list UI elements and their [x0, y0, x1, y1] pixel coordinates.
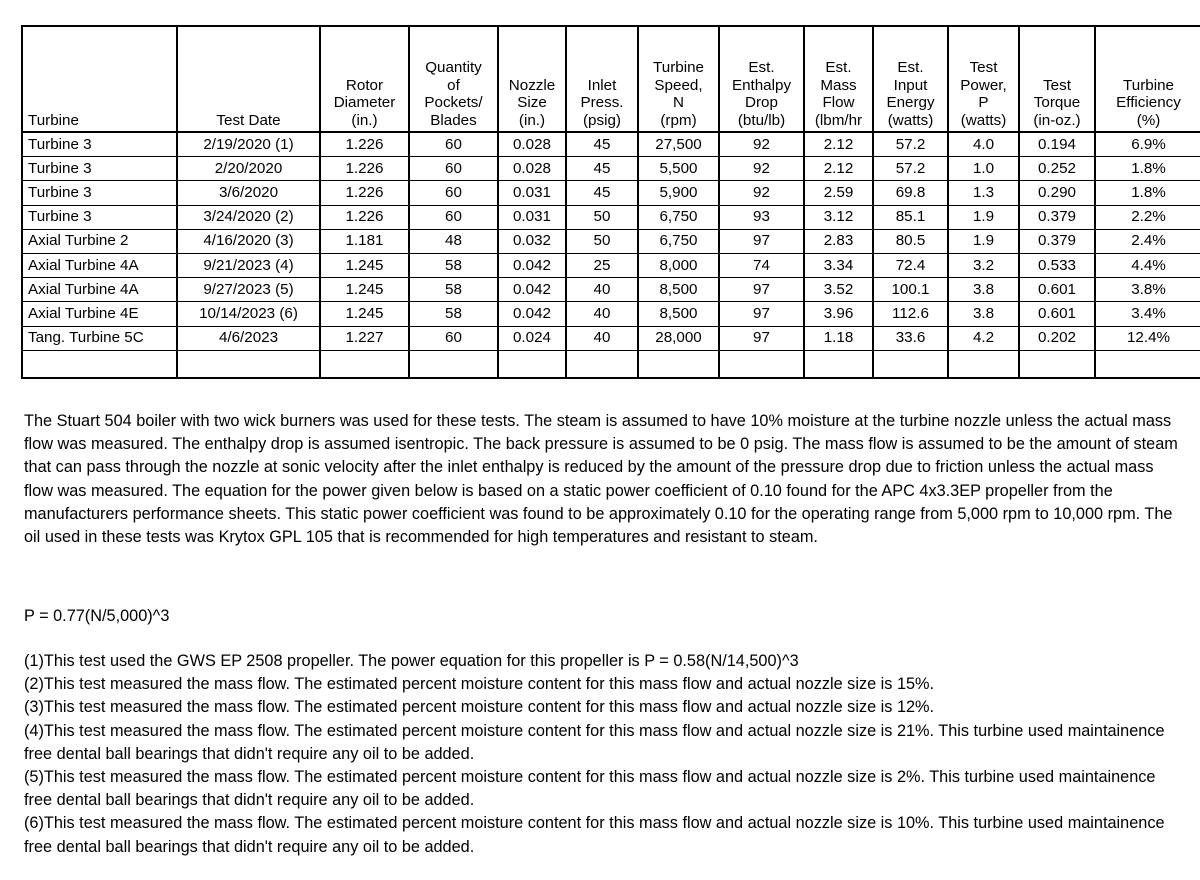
cell-enthalpy: 92 — [719, 157, 804, 181]
cell-rotor_dia — [320, 350, 409, 378]
cell-speed: 8,000 — [638, 253, 719, 277]
cell-turbine: Axial Turbine 4A — [22, 253, 177, 277]
cell-enthalpy: 92 — [719, 132, 804, 157]
column-header-line: Test Date — [216, 112, 281, 130]
cell-enthalpy: 97 — [719, 278, 804, 302]
footnote-2: (2)This test measured the mass flow. The estimated percent moisture content for this mass flow and actual nozzle size is 15%. — [24, 675, 935, 694]
cell-nozzle: 0.028 — [498, 132, 566, 157]
column-header-line: Turbine — [1123, 76, 1174, 94]
cell-inlet: 40 — [566, 278, 638, 302]
table-row — [22, 205, 1200, 229]
column-header-line: Efficiency — [1116, 94, 1181, 112]
cell-nozzle: 0.042 — [498, 253, 566, 277]
cell-efficiency: 2.2% — [1095, 205, 1200, 229]
cell-inlet: 40 — [566, 302, 638, 326]
cell-enthalpy: 97 — [719, 229, 804, 253]
column-header-line: Rotor — [345, 76, 384, 94]
cell-input: 69.8 — [873, 181, 948, 205]
cell-inlet: 40 — [566, 326, 638, 350]
cell-power: 4.0 — [948, 132, 1019, 157]
column-header-line: (watts) — [887, 112, 934, 130]
column-header-line: (%) — [1136, 112, 1161, 130]
column-header-line: Power, — [960, 76, 1007, 94]
power-equation: P = 0.77(N/5,000)^3 — [24, 607, 170, 625]
column-header-efficiency — [1095, 26, 1200, 132]
cell-inlet — [566, 350, 638, 378]
table-header — [22, 26, 1200, 132]
column-header-line: Test — [969, 58, 998, 76]
cell-nozzle: 0.032 — [498, 229, 566, 253]
cell-torque: 0.252 — [1019, 157, 1095, 181]
cell-speed: 27,500 — [638, 132, 719, 157]
cell-pockets: 60 — [409, 157, 498, 181]
column-header-line: P — [978, 94, 989, 112]
cell-massflow: 3.34 — [804, 253, 873, 277]
cell-torque: 0.601 — [1019, 302, 1095, 326]
cell-efficiency: 6.9% — [1095, 132, 1200, 157]
cell-torque: 0.379 — [1019, 205, 1095, 229]
cell-input — [873, 350, 948, 378]
cell-power: 1.9 — [948, 229, 1019, 253]
cell-rotor_dia: 1.181 — [320, 229, 409, 253]
table-blank-row — [22, 350, 1200, 378]
column-header-pockets — [409, 26, 498, 132]
notes-paragraph: The Stuart 504 boiler with two wick burners was used for these tests. The steam is assumed to have 10% moisture at the turbine nozzle unless the actual mass flow was measured. The enthalpy drop is assumed isentropic. The back pressure is assumed to be 0 psig. The mass flow is assumed to be the amount of steam that can pass through the nozzle at sonic velocity after the inlet enthalpy is reduced by the amount of the pressure drop due to friction unless the actual mass flow was measured. The equation for the power given below is based on a static power coefficient of 0.10 found for the APC 4x3.3EP propeller from the manufacturers performance sheets. This static power coefficient was found to be approximately 0.10 for the operating range from 5,000 rpm to 10,000 rpm. The oil used in these tests was Krytox GPL 105 that is recommended for high temperatures and resistant to steam. — [24, 412, 1178, 547]
cell-massflow: 2.83 — [804, 229, 873, 253]
cell-speed — [638, 350, 719, 378]
column-header-line: Input — [893, 76, 928, 94]
column-header-line: Turbine — [653, 58, 704, 76]
cell-speed: 5,500 — [638, 157, 719, 181]
cell-turbine: Axial Turbine 2 — [22, 229, 177, 253]
cell-inlet: 50 — [566, 205, 638, 229]
cell-nozzle: 0.031 — [498, 181, 566, 205]
column-header-line: Turbine — [28, 112, 79, 130]
cell-input: 57.2 — [873, 157, 948, 181]
turbine-test-results-table — [21, 25, 1200, 379]
cell-speed: 28,000 — [638, 326, 719, 350]
column-header-line: Test — [1043, 76, 1071, 94]
column-header-rotor_dia — [320, 26, 409, 132]
cell-turbine: Turbine 3 — [22, 205, 177, 229]
column-header-line: (btu/lb) — [737, 112, 786, 130]
table-row — [22, 229, 1200, 253]
cell-massflow: 3.12 — [804, 205, 873, 229]
cell-rotor_dia: 1.245 — [320, 278, 409, 302]
column-header-test_date — [177, 26, 320, 132]
column-header-turbine — [22, 26, 177, 132]
footnote-3: (3)This test measured the mass flow. The estimated percent moisture content for this mass flow and actual nozzle size is 12%. — [24, 698, 935, 717]
column-header-line: Est. — [748, 58, 775, 76]
cell-efficiency: 1.8% — [1095, 157, 1200, 181]
cell-torque: 0.202 — [1019, 326, 1095, 350]
turbine-test-results-table-container — [21, 25, 1179, 379]
cell-rotor_dia: 1.226 — [320, 205, 409, 229]
column-header-line: Pockets/ — [424, 94, 483, 112]
cell-inlet: 45 — [566, 181, 638, 205]
column-header-line: Torque — [1033, 94, 1081, 112]
cell-turbine: Turbine 3 — [22, 181, 177, 205]
cell-rotor_dia: 1.226 — [320, 132, 409, 157]
cell-rotor_dia: 1.226 — [320, 157, 409, 181]
column-header-line: Mass — [820, 76, 857, 94]
cell-turbine: Axial Turbine 4A — [22, 278, 177, 302]
cell-test_date — [177, 350, 320, 378]
cell-pockets: 58 — [409, 253, 498, 277]
cell-input: 80.5 — [873, 229, 948, 253]
cell-efficiency: 3.8% — [1095, 278, 1200, 302]
cell-pockets: 58 — [409, 302, 498, 326]
column-header-line: Press. — [580, 94, 624, 112]
cell-enthalpy — [719, 350, 804, 378]
column-header-torque — [1019, 26, 1095, 132]
cell-enthalpy: 97 — [719, 326, 804, 350]
cell-power: 3.2 — [948, 253, 1019, 277]
column-header-line: (rpm) — [660, 112, 697, 130]
cell-power: 3.8 — [948, 278, 1019, 302]
cell-turbine: Turbine 3 — [22, 157, 177, 181]
column-header-massflow — [804, 26, 873, 132]
column-header-line: (psig) — [583, 112, 621, 130]
cell-turbine: Turbine 3 — [22, 132, 177, 157]
cell-speed: 8,500 — [638, 278, 719, 302]
table-row — [22, 181, 1200, 205]
table-row — [22, 157, 1200, 181]
cell-torque: 0.601 — [1019, 278, 1095, 302]
cell-inlet: 25 — [566, 253, 638, 277]
cell-inlet: 50 — [566, 229, 638, 253]
column-header-line: Est. — [897, 58, 924, 76]
cell-efficiency: 4.4% — [1095, 253, 1200, 277]
column-header-line: Speed, — [654, 76, 703, 94]
cell-massflow: 3.96 — [804, 302, 873, 326]
footnote-4: (4)This test measured the mass flow. The estimated percent moisture content for this mass flow and actual nozzle size is 21%. This turbine used maintainence free dental ball bearings that didn't require any oil to be added. — [24, 721, 1165, 763]
column-header-line: Diameter — [333, 94, 396, 112]
footnote-1: (1)This test used the GWS EP 2508 propeller. The power equation for this propeller is P = 0.58(N/14,500)^3 — [24, 652, 799, 670]
cell-test_date: 2/20/2020 — [177, 157, 320, 181]
table-row — [22, 253, 1200, 277]
table-row — [22, 326, 1200, 350]
cell-enthalpy: 93 — [719, 205, 804, 229]
column-header-line: Quantity — [425, 58, 482, 76]
cell-efficiency: 12.4% — [1095, 326, 1200, 350]
footnote-5: (5)This test measured the mass flow. The estimated percent moisture content for this mass flow and actual nozzle size is 2%. This turbine used maintainence free dental ball bearings that didn't require any oil to be added. — [24, 768, 1156, 810]
cell-rotor_dia: 1.226 — [320, 181, 409, 205]
column-header-line: (in.) — [518, 112, 546, 130]
cell-massflow: 2.59 — [804, 181, 873, 205]
cell-efficiency: 3.4% — [1095, 302, 1200, 326]
cell-nozzle: 0.024 — [498, 326, 566, 350]
cell-pockets: 60 — [409, 132, 498, 157]
column-header-line: (watts) — [960, 112, 1007, 130]
cell-speed: 8,500 — [638, 302, 719, 326]
cell-input: 33.6 — [873, 326, 948, 350]
cell-power: 3.8 — [948, 302, 1019, 326]
cell-pockets: 60 — [409, 181, 498, 205]
cell-torque: 0.379 — [1019, 229, 1095, 253]
cell-pockets: 60 — [409, 326, 498, 350]
table-header-row — [22, 26, 1200, 132]
cell-enthalpy: 97 — [719, 302, 804, 326]
cell-rotor_dia: 1.245 — [320, 253, 409, 277]
column-header-line: (lbm/hr — [814, 112, 863, 130]
cell-input: 85.1 — [873, 205, 948, 229]
cell-power: 1.9 — [948, 205, 1019, 229]
cell-massflow: 2.12 — [804, 157, 873, 181]
footnote-6: (6)This test measured the mass flow. The estimated percent moisture content for this mass flow and actual nozzle size is 10%. This turbine used maintainence free dental ball bearings that didn't require any oil to be added. — [24, 814, 1165, 856]
cell-speed: 6,750 — [638, 205, 719, 229]
cell-nozzle: 0.028 — [498, 157, 566, 181]
column-header-line: Enthalpy — [731, 76, 792, 94]
table-body — [22, 132, 1200, 378]
footnotes-list — [24, 650, 1184, 859]
cell-nozzle — [498, 350, 566, 378]
cell-test_date: 4/6/2023 — [177, 326, 320, 350]
cell-input: 112.6 — [873, 302, 948, 326]
cell-input: 100.1 — [873, 278, 948, 302]
cell-torque: 0.194 — [1019, 132, 1095, 157]
cell-efficiency: 2.4% — [1095, 229, 1200, 253]
column-header-nozzle — [498, 26, 566, 132]
cell-test_date: 3/24/2020 (2) — [177, 205, 320, 229]
cell-speed: 5,900 — [638, 181, 719, 205]
cell-massflow: 3.52 — [804, 278, 873, 302]
cell-input: 57.2 — [873, 132, 948, 157]
cell-rotor_dia: 1.227 — [320, 326, 409, 350]
cell-nozzle: 0.042 — [498, 302, 566, 326]
cell-pockets: 48 — [409, 229, 498, 253]
column-header-line: Blades — [430, 112, 477, 130]
cell-turbine — [22, 350, 177, 378]
cell-inlet: 45 — [566, 132, 638, 157]
cell-pockets: 58 — [409, 278, 498, 302]
table-row — [22, 278, 1200, 302]
cell-power: 4.2 — [948, 326, 1019, 350]
column-header-line: Nozzle — [508, 76, 556, 94]
cell-speed: 6,750 — [638, 229, 719, 253]
cell-test_date: 2/19/2020 (1) — [177, 132, 320, 157]
table-row — [22, 132, 1200, 157]
cell-power — [948, 350, 1019, 378]
cell-power: 1.3 — [948, 181, 1019, 205]
column-header-line: Size — [517, 94, 547, 112]
cell-efficiency: 1.8% — [1095, 181, 1200, 205]
cell-enthalpy: 74 — [719, 253, 804, 277]
cell-efficiency — [1095, 350, 1200, 378]
cell-test_date: 9/27/2023 (5) — [177, 278, 320, 302]
table-row — [22, 302, 1200, 326]
column-header-line: Inlet — [587, 76, 617, 94]
cell-rotor_dia: 1.245 — [320, 302, 409, 326]
cell-pockets: 60 — [409, 205, 498, 229]
cell-torque: 0.290 — [1019, 181, 1095, 205]
cell-nozzle: 0.031 — [498, 205, 566, 229]
cell-torque: 0.533 — [1019, 253, 1095, 277]
column-header-inlet — [566, 26, 638, 132]
column-header-enthalpy — [719, 26, 804, 132]
cell-turbine: Tang. Turbine 5C — [22, 326, 177, 350]
column-header-input — [873, 26, 948, 132]
column-header-line: (in-oz.) — [1033, 112, 1081, 130]
column-header-line: Energy — [886, 94, 935, 112]
cell-test_date: 4/16/2020 (3) — [177, 229, 320, 253]
cell-pockets — [409, 350, 498, 378]
cell-massflow — [804, 350, 873, 378]
column-header-line: N — [673, 94, 684, 112]
column-header-line: Est. — [825, 58, 852, 76]
cell-enthalpy: 92 — [719, 181, 804, 205]
cell-power: 1.0 — [948, 157, 1019, 181]
cell-massflow: 2.12 — [804, 132, 873, 157]
cell-inlet: 45 — [566, 157, 638, 181]
cell-input: 72.4 — [873, 253, 948, 277]
cell-nozzle: 0.042 — [498, 278, 566, 302]
cell-massflow: 1.18 — [804, 326, 873, 350]
cell-turbine: Axial Turbine 4E — [22, 302, 177, 326]
column-header-line: (in.) — [351, 112, 378, 130]
cell-test_date: 9/21/2023 (4) — [177, 253, 320, 277]
column-header-speed — [638, 26, 719, 132]
column-header-line: of — [447, 76, 460, 94]
column-header-line: Flow — [822, 94, 855, 112]
column-header-line: Drop — [745, 94, 778, 112]
cell-test_date: 10/14/2023 (6) — [177, 302, 320, 326]
column-header-power — [948, 26, 1019, 132]
cell-test_date: 3/6/2020 — [177, 181, 320, 205]
cell-torque — [1019, 350, 1095, 378]
